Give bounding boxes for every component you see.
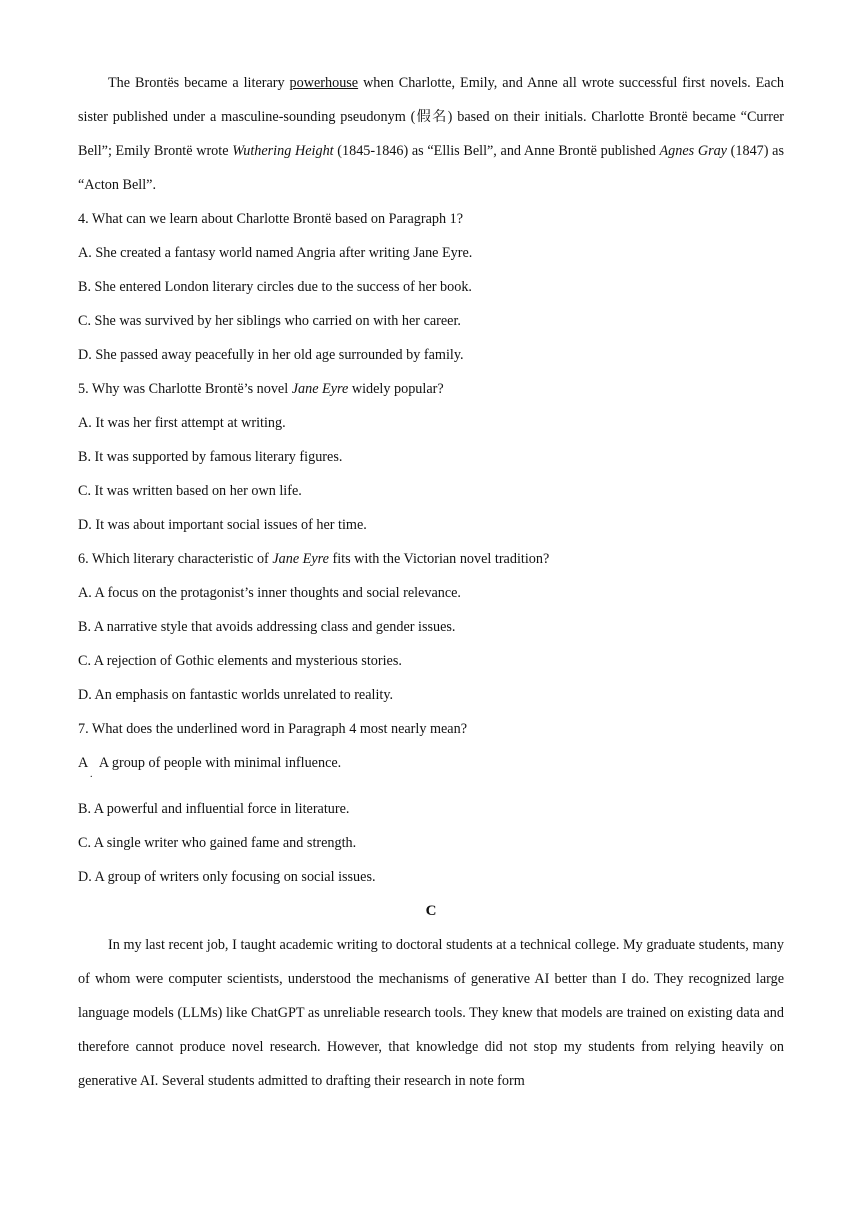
option-a: A. She created a fantasy world named Angria after writing Jane Eyre. [78, 245, 473, 261]
question-text: 6. Which literary characteristic of [78, 551, 273, 567]
option-d: D. An emphasis on fantastic worlds unrelated to reality. [78, 687, 394, 703]
option-dot: . [90, 769, 93, 780]
question-text: widely popular? [348, 381, 444, 397]
option-a [78, 746, 784, 780]
book-title: Agnes Gray [659, 143, 727, 159]
option-c: C. A rejection of Gothic elements and mysterious stories. [78, 653, 402, 669]
option-a: A. It was her first attempt at writing. [78, 415, 286, 431]
book-title: Jane Eyre [272, 551, 329, 567]
document-page [78, 66, 784, 1098]
underlined-word: powerhouse [289, 75, 359, 91]
para-text: when Charlotte, Emily, and Anne all wrote successful first novels. Each sister published under a masculine-sounding pseudonym (假名) based on their initials. Charlotte Brontë became “Currer Bell”; Emily Brontë wrote [78, 75, 784, 159]
paragraph-4 [78, 66, 784, 202]
option-text: A group of people with minimal influence. [98, 755, 342, 771]
para-text: (1845-1846) as “Ellis Bell”, and Anne Brontë published [333, 143, 660, 159]
option-c: C. A single writer who gained fame and strength. [78, 835, 357, 851]
para-text: (1847) as “Acton Bell”. [78, 143, 784, 193]
option-letter: A [78, 755, 89, 771]
spacer [78, 780, 784, 792]
option-b: B. She entered London literary circles due to the success of her book. [78, 279, 472, 295]
option-b: B. It was supported by famous literary figures. [78, 449, 343, 465]
book-title: Jane Eyre [291, 381, 349, 397]
para-text: The Brontës became a literary [108, 75, 290, 91]
question-4: 4. What can we learn about Charlotte Brontë based on Paragraph 1? [78, 211, 464, 227]
section-heading: C [425, 903, 437, 919]
question-6 [78, 542, 784, 576]
option-b: B. A powerful and influential force in literature. [78, 801, 350, 817]
book-title: Wuthering Height [232, 143, 334, 159]
question-text: fits with the Victorian novel tradition? [328, 551, 550, 567]
option-c: C. She was survived by her siblings who carried on with her career. [78, 313, 461, 329]
question-7: 7. What does the underlined word in Paragraph 4 most nearly mean? [78, 721, 467, 737]
option-d: D. It was about important social issues of her time. [78, 517, 367, 533]
option-a: A. A focus on the protagonist’s inner thoughts and social relevance. [78, 585, 461, 601]
option-d: D. A group of writers only focusing on social issues. [78, 869, 376, 885]
option-b: B. A narrative style that avoids addressing class and gender issues. [78, 619, 456, 635]
question-5 [78, 372, 784, 406]
option-c: C. It was written based on her own life. [78, 483, 302, 499]
option-d: D. She passed away peacefully in her old age surrounded by family. [78, 347, 464, 363]
passage-c-paragraph: In my last recent job, I taught academic writing to doctoral students at a technical college. My graduate students, many of whom were computer scientists, understood the mechanisms of generative AI better than I do. They recognized large language models (LLMs) like ChatGPT as unreliable research tools. They knew that models are trained on existing data and therefore cannot produce novel research. However, that knowledge did not stop my students from relying heavily on generative AI. Several students admitted to drafting their research in note form [78, 937, 784, 1089]
question-text: 5. Why was Charlotte Brontë’s novel [78, 381, 292, 397]
